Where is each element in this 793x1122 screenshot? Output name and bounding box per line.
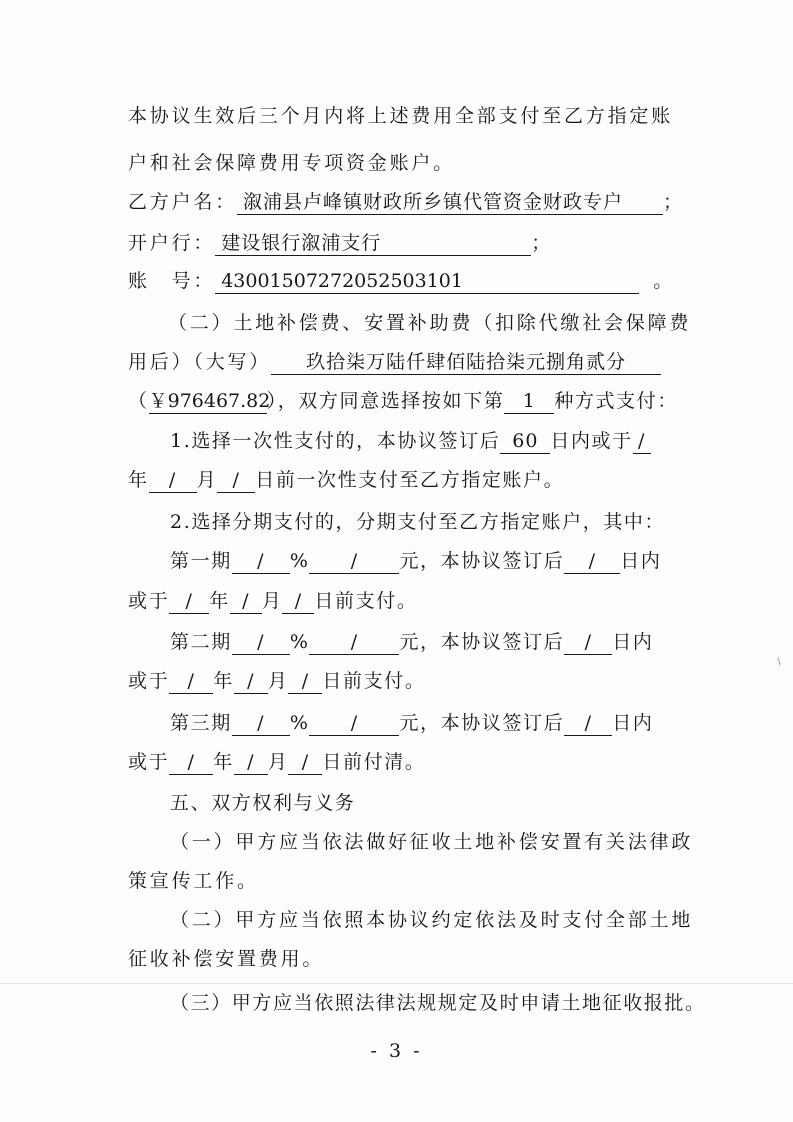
payment-method-number: 1 <box>504 389 554 414</box>
installment-yuan: 元，本协议签订后 <box>399 550 565 572</box>
option1-year: / <box>633 429 651 454</box>
option1-days: 60 <box>500 429 550 454</box>
option1-line2 <box>128 467 793 493</box>
bank-value: 建设银行溆浦支行 <box>215 231 531 256</box>
bank-line <box>128 230 793 256</box>
section5-item1-line1: （一）甲方应当依法做好征收土地补偿安置有关法律政 <box>170 831 694 853</box>
installment-3-line1 <box>170 710 793 736</box>
amount-in-words: 玖拾柒万陆仟肆佰陆拾柒元捌角贰分 <box>271 350 661 375</box>
option1-year-label: 年 <box>128 469 149 491</box>
installment-month-label: 月 <box>261 590 283 612</box>
account-no-end: 。 <box>653 270 676 292</box>
account-no-label: 账 号： <box>128 270 216 292</box>
section2-mid: ），双方同意选择按如下第 <box>266 390 505 412</box>
amount-in-figures: ￥976467.82 <box>148 390 271 412</box>
option1-line1 <box>170 428 793 454</box>
installment-pct-sign: % <box>289 631 310 653</box>
account-name-label: 乙方户名： <box>128 191 238 213</box>
section2-line2-pre: 用后）（大写） <box>128 351 272 373</box>
installment-amount: / <box>309 711 399 736</box>
installment-days-label: 日内 <box>620 550 662 572</box>
installment-day: / <box>288 750 322 775</box>
installment-days: / <box>564 711 612 736</box>
section5-heading: 五、双方权利与义务 <box>170 792 356 814</box>
installment-3-line2 <box>128 749 793 775</box>
para1-line2: 户和社会保障费用专项资金账户。 <box>128 152 456 174</box>
account-name-end: ； <box>663 191 685 213</box>
section5-item1-line2: 策宣传工作。 <box>128 870 259 892</box>
option2-line: 2.选择分期支付的，分期支付至乙方指定账户，其中： <box>170 511 666 533</box>
installment-year: / <box>169 669 213 694</box>
installment-month: / <box>234 669 268 694</box>
installment-year-label: 年 <box>213 670 234 692</box>
option1-month: / <box>149 468 197 493</box>
installment-month-label: 月 <box>267 670 289 692</box>
installment-pre: 或于 <box>128 590 170 612</box>
bank-end: ； <box>531 232 554 254</box>
section5-item2-line1: （二）甲方应当依照本协议约定依法及时支付全部土地 <box>170 909 694 931</box>
installment-tail: 日前支付。 <box>314 590 418 612</box>
amount-open-paren: （ <box>128 390 149 412</box>
installment-month: / <box>230 589 262 614</box>
installment-days-label: 日内 <box>612 712 654 734</box>
installment-tail: 日前付清。 <box>322 751 426 773</box>
section2-line3 <box>128 388 793 414</box>
section2-end: 种方式支付： <box>554 390 678 412</box>
installment-1-line2 <box>128 588 793 614</box>
installment-label: 第三期 <box>170 712 232 734</box>
installment-amount: / <box>309 630 399 655</box>
installment-pct: / <box>232 630 290 655</box>
installment-amount: / <box>309 549 399 574</box>
installment-label: 第一期 <box>170 550 232 572</box>
account-name-value: 溆浦县卢峰镇财政所乡镇代管资金财政专户 <box>237 190 663 215</box>
installment-label: 第二期 <box>170 631 232 653</box>
installment-pre: 或于 <box>128 670 170 692</box>
installment-days-label: 日内 <box>612 631 654 653</box>
installment-pct-sign: % <box>289 712 310 734</box>
installment-year-label: 年 <box>213 751 234 773</box>
installment-2-line1 <box>170 629 793 655</box>
installment-month: / <box>234 750 268 775</box>
bank-label: 开户行： <box>128 232 216 254</box>
option1-month-label: 月 <box>196 469 218 491</box>
account-no-line <box>128 268 793 294</box>
account-no-value: 43001507272052503101 <box>215 269 639 294</box>
para1-line1: 本协议生效后三个月内将上述费用全部支付至乙方指定账 <box>128 105 674 127</box>
page-number: - 3 - <box>370 1040 423 1062</box>
scan-fold-line <box>0 983 793 984</box>
installment-month-label: 月 <box>267 751 289 773</box>
installment-yuan: 元，本协议签订后 <box>399 712 565 734</box>
installment-year-label: 年 <box>209 590 230 612</box>
installment-2-line2 <box>128 668 793 694</box>
installment-1-line1 <box>170 548 793 574</box>
installment-yuan: 元，本协议签订后 <box>399 631 565 653</box>
option1-tail: 日前一次性支付至乙方指定账户。 <box>255 469 565 491</box>
option1-day: / <box>217 468 255 493</box>
installment-days: / <box>564 630 612 655</box>
account-name-line <box>128 189 793 215</box>
section5-item3-line1: （三）甲方应当依照法律法规规定及时申请土地征收报批。 <box>170 992 706 1014</box>
installment-pct: / <box>232 711 290 736</box>
installment-days: / <box>564 549 620 574</box>
installment-pre: 或于 <box>128 751 170 773</box>
installment-day: / <box>288 669 322 694</box>
margin-scan-mark: ∽ <box>769 654 788 669</box>
installment-year: / <box>169 589 209 614</box>
option1-mid: 日内或于 <box>550 430 633 452</box>
section2-line1: （二）土地补偿费、安置补助费（扣除代缴社会保障费 <box>168 312 692 334</box>
installment-tail: 日前支付。 <box>322 670 426 692</box>
installment-year: / <box>169 750 213 775</box>
installment-pct: / <box>232 549 290 574</box>
section2-line2 <box>128 349 793 375</box>
option1-pre: 1.选择一次性支付的，本协议签订后 <box>170 430 501 452</box>
installment-day: / <box>282 589 314 614</box>
installment-pct-sign: % <box>289 550 310 572</box>
section5-item2-line2: 征收补偿安置费用。 <box>128 948 325 970</box>
